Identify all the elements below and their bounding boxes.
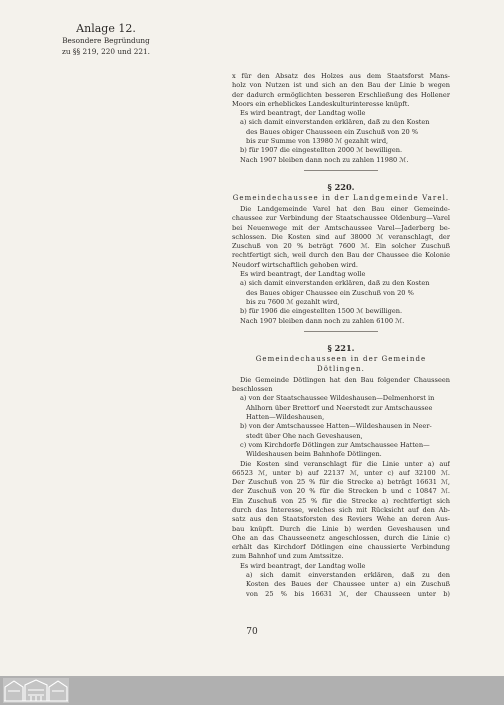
document-body — [232, 72, 450, 599]
text-line: Die Gemeinde Dötlingen hat den Bau folgender Chausseen — [240, 375, 450, 384]
text-line: stedt über Ohe nach Geveshausen, — [246, 431, 363, 440]
viewer-footer-bar — [0, 676, 504, 705]
text-line: Ohe an das Chausseenetz angeschlossen, durch die Linie c) — [232, 533, 450, 542]
section-220-number: § 220. — [327, 181, 355, 192]
text-line: des Baues obiger Chaussee ein Zuschuß von 20 % — [246, 288, 414, 297]
text-line: Die Kosten sind veranschlagt für die Linie unter a) auf — [240, 459, 450, 468]
text-line: beschlossen — [232, 385, 273, 394]
text-line: chaussee zur Verbindung der Staatschaussee Oldenburg—Varel — [232, 214, 450, 223]
section-221-number: § 221. — [327, 342, 355, 353]
text-line: Kosten des Baues der Chaussee unter a) ein Zuschuß — [246, 580, 450, 589]
text-line: a) von der Staatschaussee Wildeshausen—Delmenhorst in — [240, 394, 435, 403]
page-number: 70 — [246, 627, 258, 637]
section-divider — [304, 331, 378, 332]
text-line: Ahlhorn über Brettorf und Neerstedt zur Amtschaussee — [246, 403, 433, 412]
text-line: bei Neuenwege mit der Amtschaussee Varel—Jaderberg be- — [232, 223, 450, 232]
text-line: bis zu 7600 ℳ gezahlt wird, — [246, 297, 340, 306]
text-line: Wildeshausen beim Bahnhofe Dötlingen. — [246, 450, 382, 459]
text-line: Zuschuß von 20 % beträgt 7600 ℳ. Ein solcher Zuschuß — [232, 242, 450, 251]
text-line: Die Landgemeinde Varel hat den Bau einer Gemeinde- — [240, 204, 450, 213]
text-line: zum Bahnhof und zum Amtssitze. — [232, 552, 344, 561]
section-divider — [304, 170, 378, 171]
text-line: c) vom Kirchdorfe Dötlingen zur Amtschaussee Hatten— — [240, 440, 430, 449]
text-line: Es wird beantragt, der Landtag wolle — [240, 561, 366, 570]
section-221-heading: Gemeindechausseen in der Gemeinde Dötlingen. — [255, 354, 427, 373]
text-line: Ein Zuschuß von 25 % für die Strecke a) rechtfertigt sich — [232, 496, 450, 505]
text-line: der Zuschuß von 20 % für die Strecken b und c 10847 ℳ. — [232, 487, 450, 496]
text-line: Moors ein erheblickes Landeskulturinteresse knüpft. — [232, 99, 410, 108]
text-line: bau knüpft. Durch die Linie b) werden Geveshausen und — [232, 524, 450, 533]
text-line: b) für 1907 die eingestellten 2000 ℳ bewilligen. — [240, 146, 403, 155]
text-line: a) sich damit einverstanden erklären, daß zu den Kosten — [240, 118, 430, 127]
text-line: Es wird beantragt, der Landtag wolle — [240, 270, 366, 279]
section-220-heading: Gemeindechaussee in der Landgemeinde Varel. — [232, 193, 450, 202]
annex-header — [50, 22, 162, 57]
text-line: bis zur Summe von 13980 ℳ gezahlt wird, — [246, 137, 389, 146]
annex-subtitle-1: Besondere Begründung — [62, 36, 150, 45]
text-line: b) für 1906 die eingestellten 1500 ℳ bewilligen. — [240, 307, 403, 316]
text-line: Nach 1907 bleiben dann noch zu zahlen 11980 ℳ. — [240, 155, 409, 164]
text-line: satz aus den Staatsforsten des Reviers Wehe an deren Aus- — [232, 515, 450, 524]
text-line: rechtfertigt sich, weil durch den Bau der Chaussee die Kolonie — [232, 251, 450, 260]
text-line: x für den Absatz des Holzes aus dem Staatsforst Mans- — [232, 72, 450, 80]
annex-subtitle-2: zu §§ 219, 220 und 221. — [62, 46, 150, 56]
text-line: durch das Interesse, welches sich mit Rücksicht auf den Ab- — [232, 505, 450, 514]
text-line: b) von der Amtschaussee Hatten—Wildeshausen in Neer- — [240, 422, 432, 431]
text-line: Hatten—Wildeshausen, — [246, 413, 325, 422]
library-building-logo — [3, 678, 69, 703]
annex-title: Anlage 12. — [76, 22, 136, 35]
text-line: Nach 1907 bleiben dann noch zu zahlen 6100 ℳ. — [240, 316, 405, 325]
text-line: der dadurch ermöglichten besseren Erschließung des Hollener — [232, 90, 450, 99]
text-line: Es wird beantragt, der Landtag wolle — [240, 109, 366, 118]
text-line: Der Zuschuß von 25 % für die Strecke a) beträgt 16631 ℳ, — [232, 478, 450, 487]
text-line: a) sich damit einverstanden erklären, daß zu den — [246, 571, 450, 580]
text-line: schlossen. Die Kosten sind auf 38000 ℳ veranschlagt, der — [232, 232, 450, 241]
text-line: holz von Nutzen ist und sich an den Bau der Linie b wegen — [232, 81, 450, 90]
text-line: 66523 ℳ, unter b) auf 22137 ℳ, unter c) auf 32100 ℳ. — [232, 468, 450, 477]
text-line: des Baues obiger Chausseen ein Zuschuß von 20 % — [246, 127, 419, 136]
text-line: Neudorf wirtschaftlich gehoben wird. — [232, 260, 358, 269]
text-line: von 25 % bis 16631 ℳ, der Chausseen unter b) — [246, 589, 450, 598]
text-line: a) sich damit einverstanden erklären, daß zu den Kosten — [240, 279, 430, 288]
text-line: erhält das Kirchdorf Dötlingen eine chaussierte Verbindung — [232, 543, 450, 552]
